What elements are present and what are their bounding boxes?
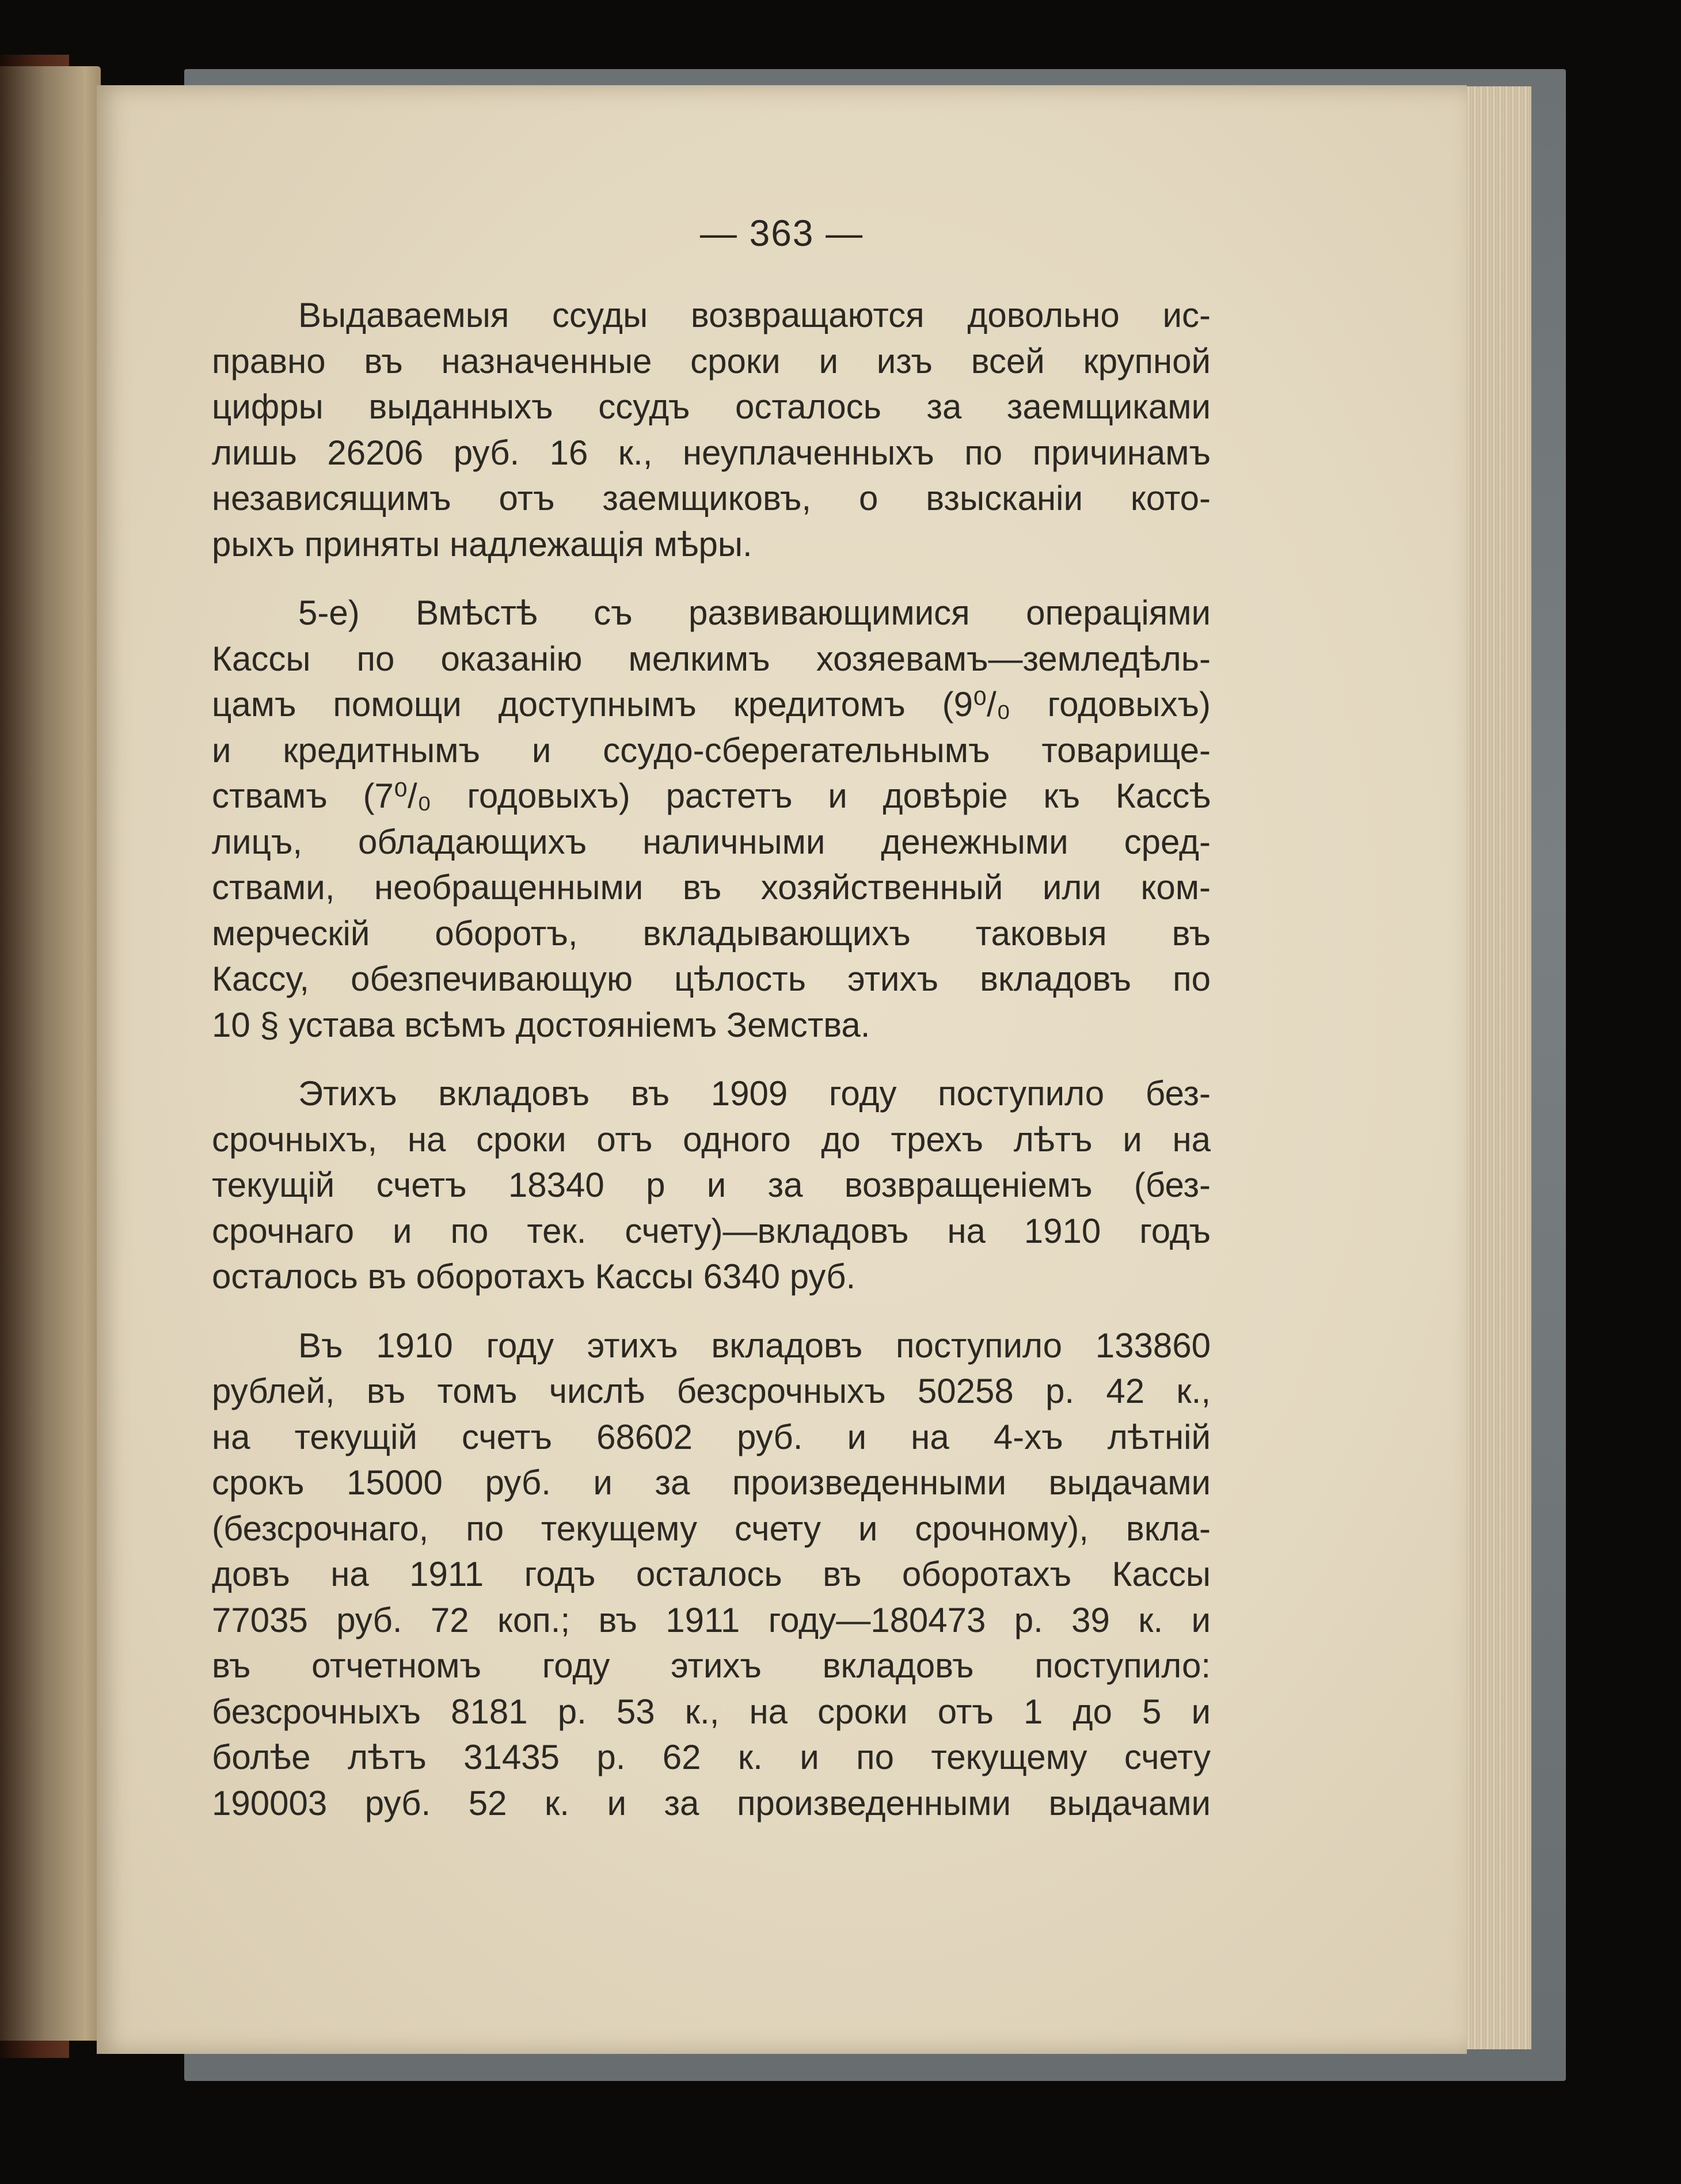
text-line: Этихъ вкладовъ въ 1909 году поступило без- (298, 1074, 1211, 1113)
text-line: осталось въ оборотахъ Кассы 6340 руб. (212, 1257, 856, 1296)
text-line: 190003 руб. 52 к. и за произведенными выдачами (212, 1783, 1211, 1822)
text-line: мерческій оборотъ, вкладывающихъ таковыя въ (212, 914, 1211, 953)
text-line: Выдаваемыя ссуды возвращаются довольно ис- (298, 296, 1211, 334)
paragraph-2 (212, 590, 1211, 1048)
text-line: на текущій счетъ 68602 руб. и на 4-хъ лѣтній (212, 1417, 1211, 1456)
text-line: цифры выданныхъ ссудъ осталось за заемщиками (212, 387, 1211, 426)
text-line: 5-е) Вмѣстѣ съ развивающимися операціями (298, 593, 1211, 632)
paragraph-3 (212, 1071, 1211, 1300)
book-page (97, 85, 1467, 2054)
text-line: въ отчетномъ году этихъ вкладовъ поступило: (212, 1646, 1211, 1685)
text-line: (безсрочнаго, по текущему счету и срочному), вкла- (212, 1509, 1211, 1548)
text-line: рублей, въ томъ числѣ безсрочныхъ 50258 р. 42 к., (212, 1372, 1211, 1410)
paragraph-4 (212, 1323, 1211, 1827)
text-line: цамъ помощи доступнымъ кредитомъ (9⁰/₀ годовыхъ) (212, 685, 1211, 724)
text-line: рыхъ приняты надлежащія мѣры. (212, 524, 752, 564)
text-line: и кредитнымъ и ссудо-сберегательнымъ товарище- (212, 730, 1211, 770)
text-line: правно въ назначенные сроки и изъ всей крупной (212, 341, 1211, 381)
page-number: — 363 — (699, 212, 864, 254)
text-line: довъ на 1911 годъ осталось въ оборотахъ Кассы (212, 1555, 1211, 1593)
page-text (212, 292, 1211, 1849)
text-line: срокъ 15000 руб. и за произведенными выдачами (212, 1463, 1211, 1502)
previous-page-edge (0, 66, 101, 2041)
paragraph-1 (212, 292, 1211, 567)
text-line: лишь 26206 руб. 16 к., неуплаченныхъ по причинамъ (212, 433, 1211, 472)
text-line: ствами, необращенными въ хозяйственный или ком- (212, 868, 1211, 907)
text-line: Кассы по оказанію мелкимъ хозяевамъ—земледѣль- (212, 639, 1211, 678)
text-line: 77035 руб. 72 коп.; въ 1911 году—180473 р. 39 к. и (212, 1600, 1211, 1639)
text-line: лицъ, обладающихъ наличными денежными сред- (212, 822, 1211, 861)
text-line: безсрочныхъ 8181 р. 53 к., на сроки отъ 1 до 5 и (212, 1692, 1211, 1731)
text-line: ствамъ (7⁰/₀ годовыхъ) растетъ и довѣріе къ Кассѣ (212, 777, 1211, 815)
text-line: срочнаго и по тек. счету)—вкладовъ на 1910 годъ (212, 1211, 1211, 1250)
text-line: болѣе лѣтъ 31435 р. 62 к. и по текущему счету (212, 1738, 1211, 1776)
text-line: текущій счетъ 18340 р и за возвращеніемъ (без- (212, 1166, 1211, 1204)
text-line: срочныхъ, на сроки отъ одного до трехъ лѣтъ и на (212, 1120, 1211, 1159)
text-line: независящимъ отъ заемщиковъ, о взысканіи кото- (212, 479, 1211, 518)
text-line: Кассу, обезпечивающую цѣлость этихъ вкладовъ по (212, 960, 1211, 998)
text-line: Въ 1910 году этихъ вкладовъ поступило 133860 (298, 1326, 1211, 1365)
text-line: 10 § устава всѣмъ достояніемъ Земства. (212, 1005, 870, 1044)
